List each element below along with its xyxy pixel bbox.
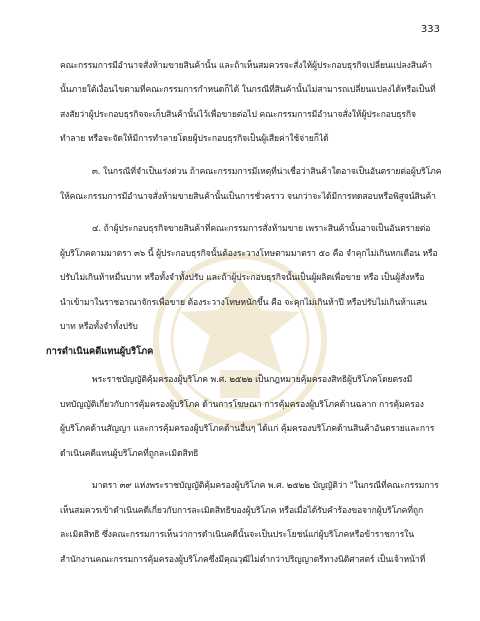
- text-line: ปรับไม่เกินห้าหมื่นบาท หรือทั้งจำทั้งปรับ และถ้าผู้ประกอบธุรกิจนั้นเป็นผู้ผลิตเพื่อขาย หรือ เป็นผู้สั่งหรือ: [60, 273, 425, 283]
- text-line: ๔. ถ้าผู้ประกอบธุรกิจขายสินค้าที่คณะกรรมการสั่งห้ามขาย เพราะสินค้านั้นอาจเป็นอันตรายต่อ: [92, 224, 431, 234]
- text-line: ทำลาย หรือจะจัดให้มีการทำลายโดยผู้ประกอบธุรกิจเป็นผู้เสียค่าใช้จ่ายก็ได้: [60, 134, 329, 144]
- text-line: สงสัยว่าผู้ประกอบธุรกิจจะเก็บสินค้านั้นไว้เพื่อขายต่อไป คณะกรรมการมีอำนาจสั่งให้ผู้ประกอบธุรกิจ: [60, 110, 416, 120]
- text-line: ผู้บริโภคตามมาตรา ๓๖ นี้ ผู้ประกอบธุรกิจนั้นต้องระวางโทษตามมาตรา ๕๐ คือ จำคุกไม่เกินหกเดือน หรือ: [60, 249, 438, 259]
- text-line: ๓. ในกรณีที่จำเป็นเร่งด่วน ถ้าคณะกรรมการมีเหตุที่น่าเชื่อว่าสินค้าใดอาจเป็นอันตรายต่อผู้บริโภค: [92, 167, 442, 177]
- text-line: คณะกรรมการมีอำนาจสั่งห้ามขายสินค้านั้น และถ้าเห็นสมควรจะสั่งให้ผู้ประกอบธุรกิจเปลี่ยนแปลงสินค้า: [60, 61, 433, 71]
- text-line: มาตรา ๓๙ แห่งพระราชบัญญัติคุ้มครองผู้บริโภค พ.ศ. ๒๕๒๒ บัญญัติว่า "ในกรณีที่คณะกรรมการ: [92, 481, 439, 491]
- text-line: บทบัญญัติเกี่ยวกับการคุ้มครองผู้บริโภค ด้านการโฆษณา การคุ้มครองผู้บริโภคด้านฉลาก การคุ้มครอง: [60, 400, 424, 410]
- page-number: 333: [420, 24, 440, 35]
- text-line: พระราชบัญญัติคุ้มครองผู้บริโภค พ.ศ. ๒๕๒๒ เป็นกฎหมายคุ้มครองสิทธิผู้บริโภคโดยตรงมี: [92, 375, 413, 385]
- section-heading: การดำเนินคดีแทนผู้บริโภค: [46, 346, 154, 357]
- text-line: สำนักงานคณะกรรมการคุ้มครองผู้บริโภคซึ่งมีคุณวุฒิไม่ต่ำกว่าปริญญาตรีทางนิติศาสตร์ เป็นเจ้าหน้าที่: [60, 555, 426, 565]
- text-line: นั้นภายใต้เงื่อนไขตามที่คณะกรรมการกำหนดก็ได้ ในกรณีที่สินค้านั้นไม่สามารถเปลี่ยนแปลงได้หรือเป็นที่: [60, 85, 436, 95]
- text-line: บาท หรือทั้งจำทั้งปรับ: [60, 322, 138, 332]
- text-line: ผู้บริโภคด้านสัญญา และการคุ้มครองผู้บริโภคด้านอื่นๆ ได้แก่ คุ้มครองบริโภคด้านสินค้าอันตรายและการ: [60, 424, 435, 434]
- text-line: ละเมิดสิทธิ ซึ่งคณะกรรมการเห็นว่าการดำเนินคดีนั้นจะเป็นประโยชน์แก่ผู้บริโภคหรือข้าราชการใน: [60, 530, 414, 540]
- text-line: ดำเนินคดีแทนผู้บริโภคที่ถูกละเมิดสิทธิ: [60, 449, 199, 459]
- text-line: ให้คณะกรรมการมีอำนาจสั่งห้ามขายสินค้านั้นเป็นการชั่วคราว จนกว่าจะได้มีการทดสอบหรือพิสูจน์สินค้า: [60, 192, 436, 202]
- text-line: นำเข้ามาในราชอาณาจักรเพื่อขาย ต้องระวางโทษหนักขึ้น คือ จะคุกไม่เกินห้าปี หรือปรับไม่เกินห้าแสน: [60, 298, 427, 308]
- text-line: เห็นสมควรเข้าดำเนินคดีเกี่ยวกับการละเมิดสิทธิของผู้บริโภค หรือเมื่อได้รับคำร้องขอจากผู้บริโภคที่ถูก: [60, 506, 424, 516]
